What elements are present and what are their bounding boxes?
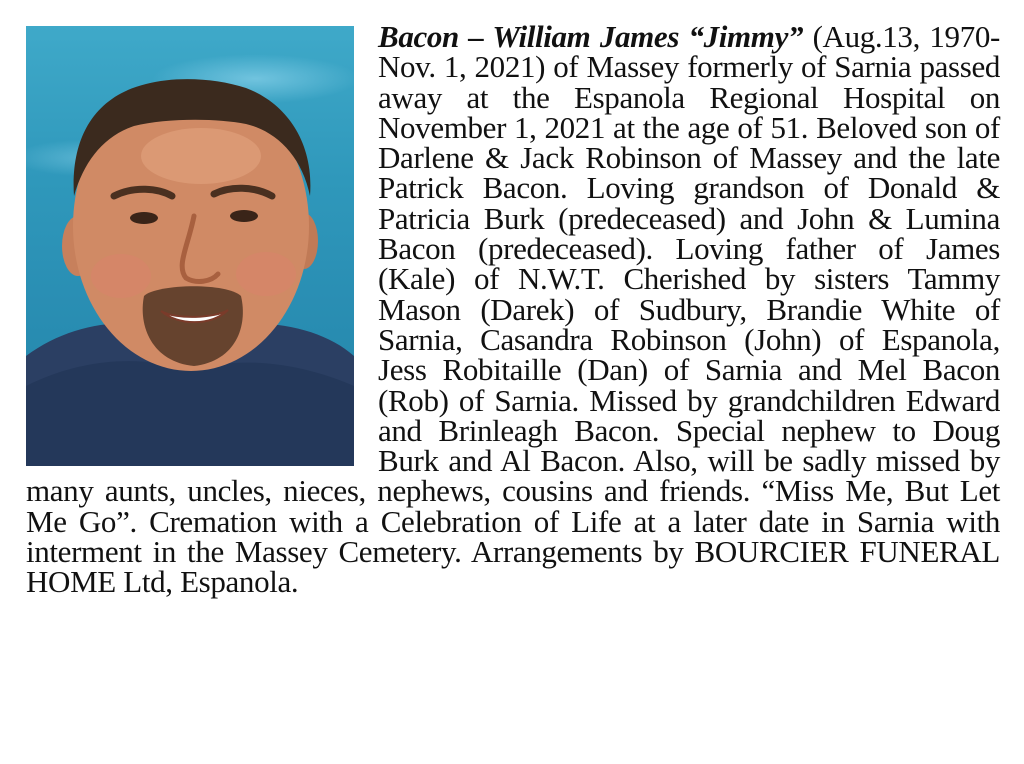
portrait-illustration: [26, 26, 354, 466]
obituary-body: (Aug.13, 1970-Nov. 1, 2021) of Massey formerly of Sarnia passed away at the Espanola Regional Hospital on November 1, 2021 at the age of 51. Beloved son of Darlene & Jack Robinson of Massey and the late Patrick Bacon. Loving grandson of Donald & Patricia Burk (predeceased) and John & Lumina Bacon (predeceased). Loving father of James (Kale) of N.W.T. Cherished by sisters Tammy Mason (Darek) of Sudbury, Brandie White of Sarnia, Casandra Robinson (John) of Espanola, Jess Robitaille (Dan) of Sarnia and Mel Bacon (Rob) of Sarnia. Missed by grandchildren Edward and Brinleagh Bacon. Special nephew to Doug Burk and Al Bacon. Also, will be sadly missed by many aunts, uncles, nieces, nephews, cousins and friends. “Miss Me, But Let Me Go”. Cremation with a Celebration of Life at a later date in Sarnia with interment in the Massey Cemetery. Arrangements by BOURCIER FUNERAL HOME Ltd, Espanola.: [26, 19, 1000, 600]
portrait-photo: [26, 26, 354, 466]
deceased-name: Bacon – William James “Jimmy”: [378, 19, 804, 54]
